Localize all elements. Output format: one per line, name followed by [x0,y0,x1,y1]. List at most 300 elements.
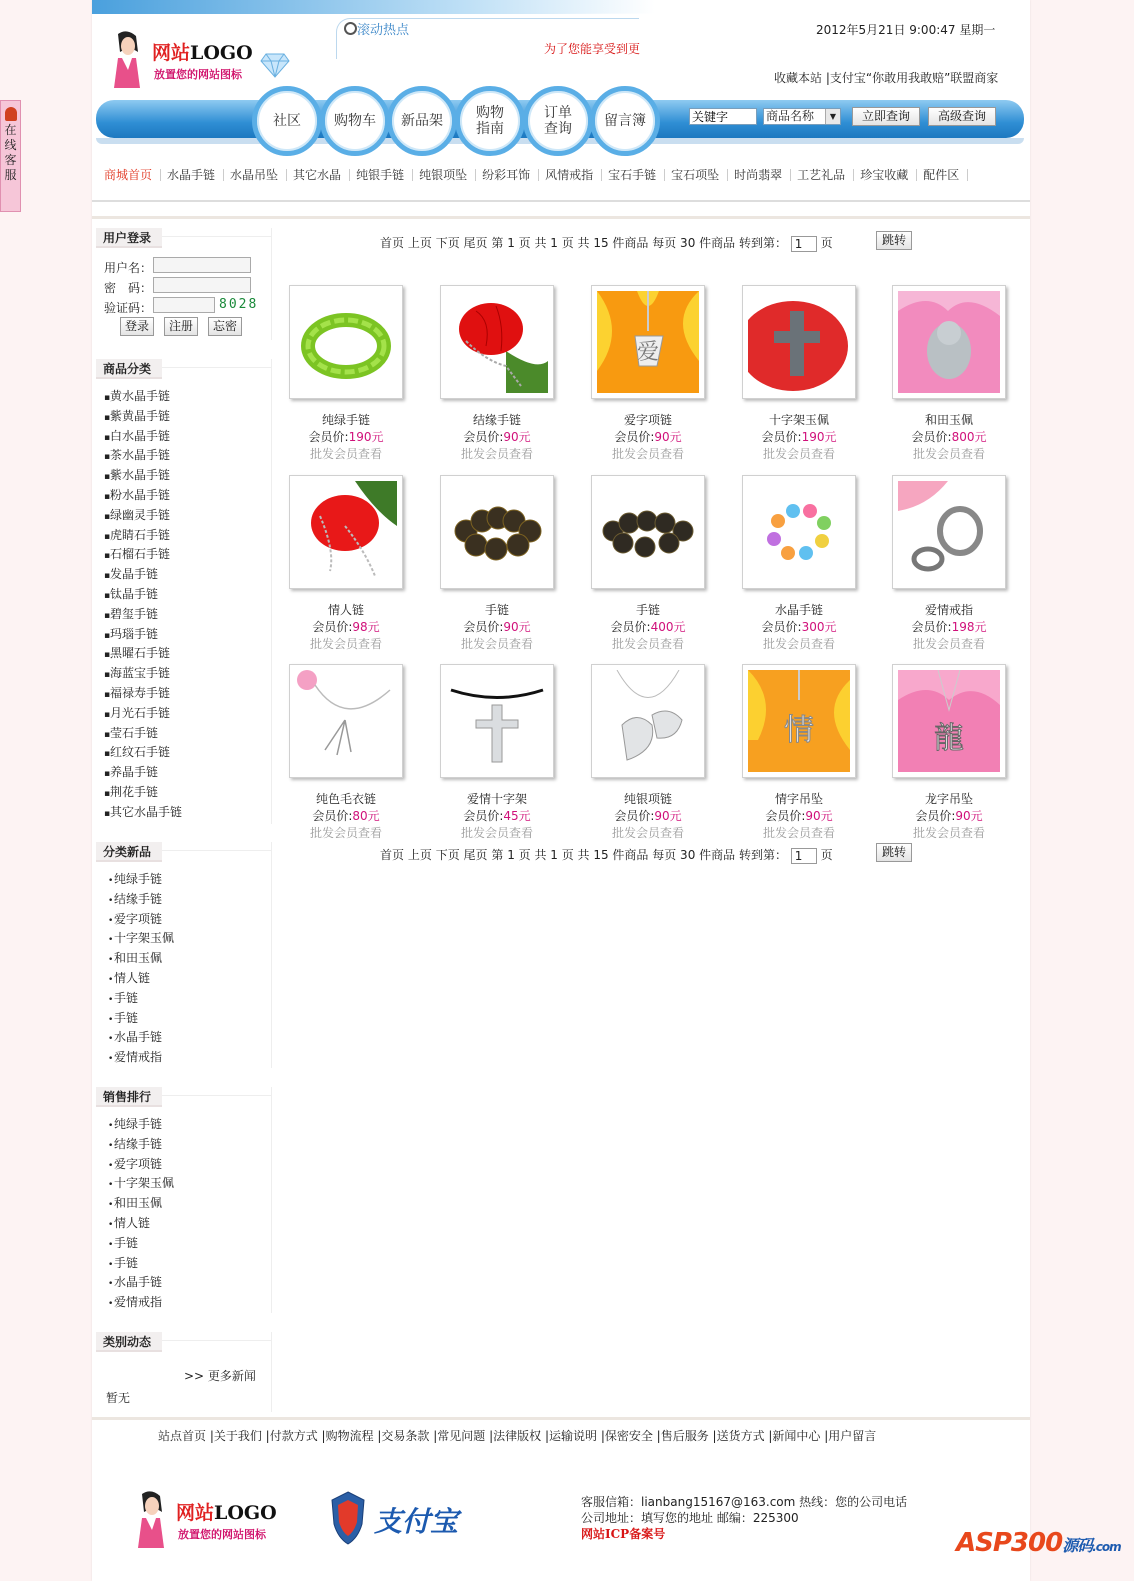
list-item[interactable] [104,585,182,605]
list-item-label: 紫黄晶手链 [110,408,171,423]
product-photo [597,481,699,583]
bullet-icon: ▪ [104,571,111,582]
list-item[interactable] [108,1174,174,1194]
captcha-input[interactable] [153,297,215,313]
category-link[interactable]: 其它水晶 [287,169,350,181]
list-item[interactable] [104,803,182,823]
captcha-image[interactable]: 8028 [219,297,259,312]
news-empty-text: 暂无 [106,1391,131,1405]
list-item[interactable] [108,969,174,989]
list-item[interactable] [108,989,174,1009]
product-category-list [104,387,182,823]
list-item[interactable] [104,783,182,803]
list-item-label: 和田玉佩 [114,951,163,966]
bullet-icon: ▪ [104,709,111,720]
footer-divider [92,1417,1030,1420]
list-item[interactable] [104,427,182,447]
bullet-icon: • [108,1014,114,1025]
product-image[interactable] [289,285,403,399]
product-card[interactable] [286,664,406,842]
product-photo [295,291,397,393]
bullet-icon: • [108,1121,114,1131]
pager-first[interactable]: 首页 [380,236,405,250]
svg-text:情: 情 [784,713,814,748]
product-price: 会员价:190元 [308,430,384,444]
bullet-icon: • [108,1054,114,1065]
list-item-label: 发晶手链 [110,567,159,582]
footer-contact: 客服信箱：lianbang15167@163.com 热线：您的公司电话 [581,1495,908,1509]
nav-guestbook[interactable]: 留言簿 [590,86,660,156]
category-link[interactable]: 纷彩耳饰 [476,169,539,181]
svg-text:龍: 龍 [934,721,964,756]
logo-girl-icon [110,30,144,88]
product-photo [597,670,699,772]
pager-page-unit: 页 [820,236,833,250]
bullet-icon: • [108,1200,114,1211]
list-item-label: 结缘手链 [114,1136,163,1151]
list-item[interactable] [104,526,182,546]
list-item[interactable] [108,1115,174,1135]
product-price: 会员价:90元 [765,809,833,823]
product-image[interactable] [591,664,705,778]
list-item-label: 情人链 [114,970,151,985]
bullet-icon: • [108,1239,114,1250]
list-item[interactable] [104,743,182,763]
list-item[interactable] [108,929,174,949]
list-item[interactable] [104,565,182,585]
list-item-label: 爱情戒指 [114,1050,163,1065]
bullet-icon: • [108,1219,114,1230]
list-item[interactable] [108,1194,174,1214]
product-name[interactable]: 爱情戒指 [924,603,973,617]
wholesale-link[interactable]: 批发会员查看 [912,637,985,651]
footer-address: 公司地址：填写您的地址 邮编：225300 [581,1511,799,1525]
list-item-label: 虎睛石手链 [110,527,171,542]
product-card[interactable] [739,664,859,842]
list-item-label: 爱情戒指 [114,1295,163,1310]
category-link[interactable]: 珍宝收藏 [854,169,917,181]
wholesale-link[interactable]: 批发会员查看 [611,637,684,651]
top-wave [92,0,1030,14]
list-item[interactable] [108,1273,174,1293]
list-item-label: 玛瑙手链 [110,626,159,641]
divider [162,850,271,851]
footer-info [581,1494,907,1542]
product-card[interactable] [588,475,708,653]
product-card[interactable] [437,664,557,842]
list-item[interactable] [104,625,182,645]
category-link[interactable]: 宝石手链 [602,169,665,181]
forgot-password-button[interactable]: 忘密 [208,317,242,336]
wholesale-link[interactable]: 批发会员查看 [912,447,985,461]
product-price: 会员价:98元 [312,620,380,634]
list-item[interactable] [108,1009,174,1029]
list-item-label: 福禄寿手链 [110,685,171,700]
pager-last[interactable]: 尾页 [463,848,488,862]
nav-community[interactable]: 社区 [252,86,322,156]
list-item-label: 其它水晶手链 [110,804,183,819]
product-image[interactable] [591,475,705,589]
wholesale-link[interactable]: 批发会员查看 [762,447,835,461]
list-item[interactable] [104,545,182,565]
bullet-icon: ▪ [104,650,111,661]
bullet-icon: ▪ [104,472,111,483]
list-item[interactable] [108,890,174,910]
pager-jump-button[interactable]: 跳转 [876,231,912,250]
list-item[interactable] [104,486,182,506]
pager-first[interactable]: 首页 [380,848,405,862]
footer-links[interactable]: 站点首页 |关于我们 |付款方式 |购物流程 |交易条款 |常见问题 |法律版权 |运输说明 |保密安全 |售后服务 |送货方式 |新闻中心 |用户留言 [158,1429,877,1443]
list-item-label: 手链 [114,1235,139,1250]
wholesale-link[interactable]: 批发会员查看 [762,826,835,840]
nav-order-query[interactable]: 订单 查询 [523,86,593,156]
bullet-icon: • [108,935,114,946]
list-item[interactable] [104,664,182,684]
new-products-box [96,842,272,1068]
list-item-label: 钛晶手链 [110,586,159,601]
product-price: 会员价:400元 [610,620,686,634]
list-item-label: 爱字项链 [114,911,163,926]
product-photo [748,481,850,583]
more-news-link[interactable]: >> 更多新闻 [184,1369,256,1383]
product-name[interactable]: 纯色毛衣链 [315,792,376,806]
username-label: 用户名： [104,261,153,275]
login-box [96,228,272,340]
product-price: 会员价:190元 [761,430,837,444]
category-link[interactable]: 纯银手链 [350,169,413,181]
watermark-logo: ASP300源码.com [956,1528,1121,1558]
list-item[interactable] [108,870,174,890]
chevron-down-icon: ▼ [825,109,840,124]
list-item-label: 黑曜石手链 [110,646,171,661]
bullet-icon: ▪ [104,610,111,621]
category-link[interactable]: 商城首页 [98,169,161,181]
product-price: 会员价:90元 [915,809,983,823]
diamond-icon [260,52,290,78]
product-name[interactable]: 情人链 [327,603,364,617]
pager-next[interactable]: 下页 [435,848,460,862]
product-photo [898,481,1000,583]
product-card[interactable] [437,285,557,463]
search-field-select[interactable]: 商品名称 ▼ [763,108,841,125]
bullet-icon: • [108,876,114,886]
category-link[interactable]: 水晶手链 [161,169,224,181]
wholesale-link[interactable]: 批发会员查看 [762,637,835,651]
logo-text-en: LOGO [190,42,253,64]
bullet-icon: • [108,1279,114,1290]
pager-prev[interactable]: 上页 [407,236,432,250]
username-input[interactable] [153,257,251,273]
list-item[interactable] [108,1028,174,1048]
list-item-label: 纯绿手链 [114,872,163,886]
list-item-label: 黄水晶手链 [110,389,171,403]
list-item[interactable] [104,724,182,744]
product-photo [446,670,548,772]
bullet-icon: ▪ [104,689,111,700]
product-image[interactable] [892,285,1006,399]
category-link[interactable]: 宝石项坠 [665,169,728,181]
pager-page-unit: 页 [820,848,833,862]
list-item-label: 爱字项链 [114,1156,163,1171]
list-item-label: 十字架玉佩 [114,1176,175,1191]
pager-jump-button[interactable]: 跳转 [876,843,912,862]
product-price: 会员价:90元 [614,430,682,444]
captcha-label: 验证码： [104,301,153,315]
divider [162,367,271,368]
list-item-label: 水晶手链 [114,1275,163,1290]
product-card[interactable] [739,285,859,463]
pager-last[interactable]: 尾页 [463,236,488,250]
product-name[interactable]: 龙字吊坠 [924,792,973,806]
bullet-icon: ▪ [104,729,111,740]
bullet-icon: • [108,1180,114,1191]
product-name[interactable]: 纯绿手链 [321,413,370,427]
product-card[interactable] [739,475,859,653]
list-item-label: 情人链 [114,1215,151,1230]
magnifier-icon [344,22,357,35]
product-name[interactable]: 和田玉佩 [924,413,973,427]
list-item[interactable] [104,387,182,407]
product-image[interactable] [440,664,554,778]
search-keyword-input[interactable] [689,108,757,125]
pager-bottom [380,846,833,864]
product-price: 会员价:90元 [463,430,531,444]
marquee-text[interactable]: 为了您能享受到更 [544,42,641,56]
pager-page-input[interactable]: 1 [791,848,817,864]
list-item-label: 手链 [114,990,139,1005]
list-item[interactable] [108,1048,174,1068]
sales-rank-title: 销售排行 [96,1087,162,1107]
bullet-icon: ▪ [104,491,111,502]
category-link[interactable]: 纯银项坠 [413,169,476,181]
product-name[interactable]: 结缘手链 [472,413,521,427]
nav-shopping-guide[interactable]: 购物 指南 [455,86,525,156]
bullet-icon: • [108,974,114,985]
wholesale-link[interactable]: 批发会员查看 [611,826,684,840]
wholesale-link[interactable]: 批发会员查看 [611,447,684,461]
product-photo [597,291,699,393]
bullet-icon: ▪ [104,630,111,641]
product-name[interactable]: 手链 [484,603,509,617]
list-item[interactable] [108,910,174,930]
bullet-icon: • [108,1160,114,1171]
product-card[interactable] [889,664,1009,842]
bullet-icon: ▪ [104,551,111,562]
product-categories-title: 商品分类 [96,359,162,379]
divider [92,200,1030,202]
footer-logo-girl-icon [134,1490,168,1548]
product-image[interactable] [742,285,856,399]
bullet-icon: • [108,1140,114,1151]
list-item[interactable] [108,1214,174,1234]
list-item[interactable] [104,466,182,486]
list-item[interactable] [108,1135,174,1155]
product-image[interactable] [289,475,403,589]
product-photo [898,291,1000,393]
bullet-icon: ▪ [104,769,111,780]
product-categories-box [96,359,272,824]
list-item-label: 和田玉佩 [114,1196,163,1211]
list-item[interactable] [108,1254,174,1274]
product-card[interactable] [889,475,1009,653]
product-image[interactable] [742,664,856,778]
list-item[interactable] [104,704,182,724]
list-item-label: 纯绿手链 [114,1117,163,1131]
list-item-label: 月光石手链 [110,705,171,720]
wholesale-link[interactable]: 批发会员查看 [460,826,533,840]
divider [162,1340,271,1341]
list-item[interactable] [104,763,182,783]
list-item-label: 十字架玉佩 [114,931,175,946]
product-photo [748,291,850,393]
nav-new-arrivals[interactable]: 新品架 [387,86,457,156]
bullet-icon: • [108,1299,114,1310]
product-name[interactable]: 爱情十字架 [466,792,527,806]
product-price: 会员价:45元 [463,809,531,823]
product-photo [446,291,548,393]
product-card[interactable] [437,475,557,653]
top-links[interactable]: 收藏本站 |支付宝“你敢用我敢赔”联盟商家 [774,71,999,85]
online-service-label: 在线客服 [4,123,17,182]
product-image[interactable] [892,664,1006,778]
product-photo [295,481,397,583]
divider [162,1095,271,1096]
logo-text[interactable] [152,38,253,65]
new-products-list [108,870,174,1068]
advanced-search-button[interactable]: 高级查询 [928,107,996,126]
product-name[interactable]: 十字架玉佩 [768,413,829,427]
bullet-icon: • [108,1259,114,1270]
wholesale-link[interactable]: 批发会员查看 [460,447,533,461]
password-label: 密 码： [104,281,153,295]
password-input[interactable] [153,277,251,293]
sales-rank-list [108,1115,174,1313]
bullet-icon: ▪ [104,808,111,819]
list-item-label: 白水晶手链 [110,428,171,443]
bullet-icon: • [108,1034,114,1045]
login-title: 用户登录 [96,228,162,248]
list-item-label: 海蓝宝手链 [110,666,171,681]
product-name[interactable]: 水晶手链 [774,603,823,617]
pager-info: 第 1 页 共 1 页 共 15 件商品 每页 30 件商品 转到第： [491,848,787,862]
list-item[interactable] [104,644,182,664]
product-name[interactable]: 手链 [635,603,660,617]
wholesale-link[interactable]: 批发会员查看 [460,637,533,651]
product-card[interactable] [889,285,1009,463]
news-title: 类别动态 [96,1332,162,1352]
product-card[interactable] [286,285,406,463]
footer-logo-text: 网站LOGO [176,1502,277,1524]
bullet-icon: • [108,955,114,966]
list-item[interactable] [104,407,182,427]
product-price: 会员价:800元 [911,430,987,444]
list-item[interactable] [104,446,182,466]
category-link[interactable]: 工艺礼品 [791,169,854,181]
list-item-label: 红纹石手链 [110,745,171,760]
product-price: 会员价:90元 [614,809,682,823]
product-image[interactable] [742,475,856,589]
wholesale-link[interactable]: 批发会员查看 [309,447,382,461]
search-query-button[interactable]: 立即查询 [852,107,920,126]
wholesale-link[interactable]: 批发会员查看 [912,826,985,840]
product-price: 会员价:90元 [463,620,531,634]
product-image[interactable] [591,285,705,399]
bullet-icon: ▪ [104,452,111,463]
list-item[interactable] [108,1234,174,1254]
login-button[interactable]: 登录 [120,317,154,336]
bullet-icon: ▪ [104,412,111,423]
alipay-logo[interactable]: 支付宝 [374,1505,459,1538]
pager-prev[interactable]: 上页 [407,848,432,862]
bullet-icon: ▪ [104,531,111,542]
new-products-title: 分类新品 [96,842,162,862]
news-box [96,1332,272,1412]
bullet-icon: ▪ [104,788,111,799]
svg-text:爱: 爱 [636,340,660,365]
register-button[interactable]: 注册 [164,317,198,336]
product-card[interactable] [286,475,406,653]
pager-page-input[interactable]: 1 [791,236,817,252]
product-name[interactable]: 情字吊坠 [774,792,823,806]
product-photo [295,670,397,772]
product-photo [446,481,548,583]
product-photo [748,670,850,772]
product-image[interactable] [440,475,554,589]
page [92,0,1030,1581]
pager-next[interactable]: 下页 [435,236,460,250]
product-card[interactable] [588,285,708,463]
category-link[interactable]: 风情戒指 [539,169,602,181]
list-item[interactable] [108,949,174,969]
online-service-float[interactable] [0,100,21,212]
product-image[interactable] [440,285,554,399]
list-item-label: 粉水晶手链 [110,487,171,502]
product-card[interactable] [588,664,708,842]
list-item[interactable] [108,1155,174,1175]
product-price: 会员价:198元 [911,620,987,634]
bullet-icon: • [108,915,114,926]
product-photo [898,670,1000,772]
category-link[interactable]: 配件区 [917,169,968,181]
list-item[interactable] [104,605,182,625]
nav-cart[interactable]: 购物车 [320,86,390,156]
list-item[interactable] [104,506,182,526]
divider [92,216,1030,219]
wholesale-link[interactable]: 批发会员查看 [309,637,382,651]
list-item-label: 养晶手链 [110,765,159,780]
datetime: 2012年5月21日 9:00:47 星期一 [816,23,996,37]
shield-icon [330,1490,366,1546]
footer-icp[interactable]: 网站ICP备案号 [581,1527,666,1541]
sales-rank-box [96,1087,272,1313]
product-name[interactable]: 纯银项链 [623,792,672,806]
list-item-label: 茶水晶手链 [110,448,171,463]
logo-subtitle: 放置您的网站图标 [154,68,242,81]
category-bar [98,168,1018,188]
product-name[interactable]: 爱字项链 [623,413,672,427]
product-image[interactable] [892,475,1006,589]
bullet-icon: ▪ [104,670,111,681]
list-item[interactable] [104,684,182,704]
category-link[interactable]: 水晶吊坠 [224,169,287,181]
bullet-icon: • [108,994,114,1005]
product-image[interactable] [289,664,403,778]
wholesale-link[interactable]: 批发会员查看 [309,826,382,840]
bullet-icon: ▪ [104,432,111,443]
pager-top [380,234,833,252]
list-item[interactable] [108,1293,174,1313]
category-link[interactable]: 时尚翡翠 [728,169,791,181]
